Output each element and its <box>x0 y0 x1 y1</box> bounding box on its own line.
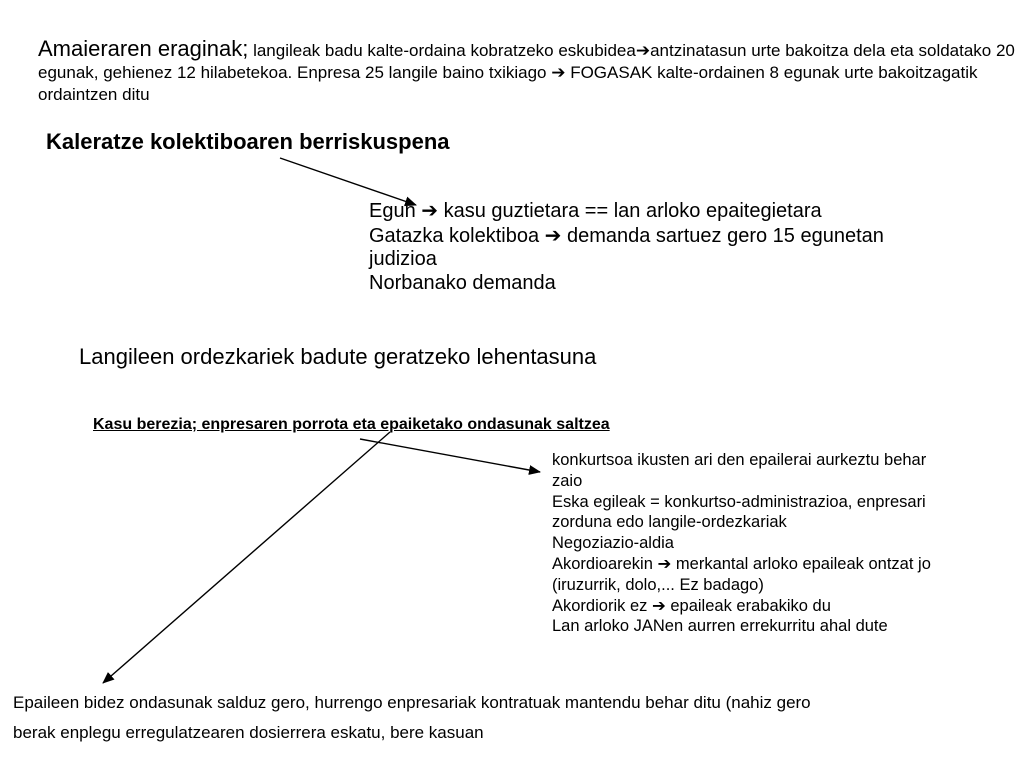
akordioarekin-end: merkantal arloko epaileak ontzat jo <box>671 554 931 573</box>
footer-line: Epaileen bidez ondasunak salduz gero, hurrengo enpresariak kontratuak mantendu behar ditu (nahiz gero <box>13 693 811 712</box>
konk-line: zorduna edo langile-ordezkariak <box>552 513 787 532</box>
bold-right-arrow-icon: ➔ <box>651 595 666 615</box>
akordiorik-start: Akordiorik ez <box>552 596 652 615</box>
priority-statement: Langileen ordezkariek badute geratzeko lehentasuna <box>79 344 597 369</box>
gatazka-line-end: demanda sartuez gero 15 egunetan <box>561 224 884 247</box>
gatazka-line <box>369 224 1009 249</box>
connector-title-to-egun <box>280 158 416 205</box>
konkurtso-block <box>552 450 1022 637</box>
intro-paragraph <box>38 38 1018 105</box>
judizioa-line: judizioa <box>369 248 437 270</box>
akordioarekin-line <box>552 554 1022 575</box>
bold-right-arrow-icon: ➔ <box>421 198 439 222</box>
section-title: Kaleratze kolektiboaren berriskuspena <box>46 129 450 154</box>
intro-lead: Amaieraren eraginak; <box>38 36 249 61</box>
bold-right-arrow-icon: ➔ <box>544 222 562 247</box>
connector-special-to-footer <box>103 432 390 683</box>
akordioarekin-start: Akordioarekin <box>552 554 658 573</box>
konk-line: zaio <box>552 471 583 490</box>
akordiorik-end: epaileak erabakiko du <box>665 596 831 615</box>
konk-line: Negoziazio-aldia <box>552 534 674 553</box>
egun-line <box>369 199 1009 224</box>
footer-paragraph <box>13 688 1013 748</box>
konk-line: Eska egileak = konkurtso-administrazioa, enpresari <box>552 492 926 511</box>
konk-line: konkurtsoa ikusten ari den epailerai aurkeztu behar <box>552 451 927 469</box>
bold-right-arrow-icon: ➔ <box>635 41 651 61</box>
akordiorik-line <box>552 596 1022 617</box>
connector-special-to-konkurtso <box>360 439 540 472</box>
gatazka-line-start: Gatazka kolektiboa <box>369 224 545 247</box>
egun-line-end: kasu guztietara == lan arloko epaitegietara <box>438 200 822 222</box>
footer-line: berak enplegu erregulatzearen dosierrera eskatu, bere kasuan <box>13 723 484 742</box>
intro-part1: langileak badu kalte-ordaina kobratzeko eskubidea <box>248 41 636 60</box>
norbanako-line: Norbanako demanda <box>369 271 556 294</box>
bold-right-arrow-icon: ➔ <box>657 553 672 573</box>
konk-line: (iruzurrik, dolo,... Ez badago) <box>552 575 764 594</box>
intro-part3: FOGASAK kalte-ordainen 8 egunak urte bakoitzagatik ordaintzen ditu <box>38 63 978 104</box>
special-case-heading: Kasu berezia; enpresaren porrota eta epaiketako ondasunak saltzea <box>93 416 610 433</box>
bold-right-arrow-icon: ➔ <box>551 63 566 83</box>
egun-block <box>369 199 1009 295</box>
konk-line: Lan arloko JANen aurren errekurritu ahal dute <box>552 617 888 636</box>
intro-part2: antzinatasun urte bakoitza dela eta soldatako 20 egunak, gehienez 12 hilabetekoa. Enpresa 25 langile baino txikiago <box>38 41 1015 82</box>
egun-line-start: Egun <box>369 200 422 222</box>
